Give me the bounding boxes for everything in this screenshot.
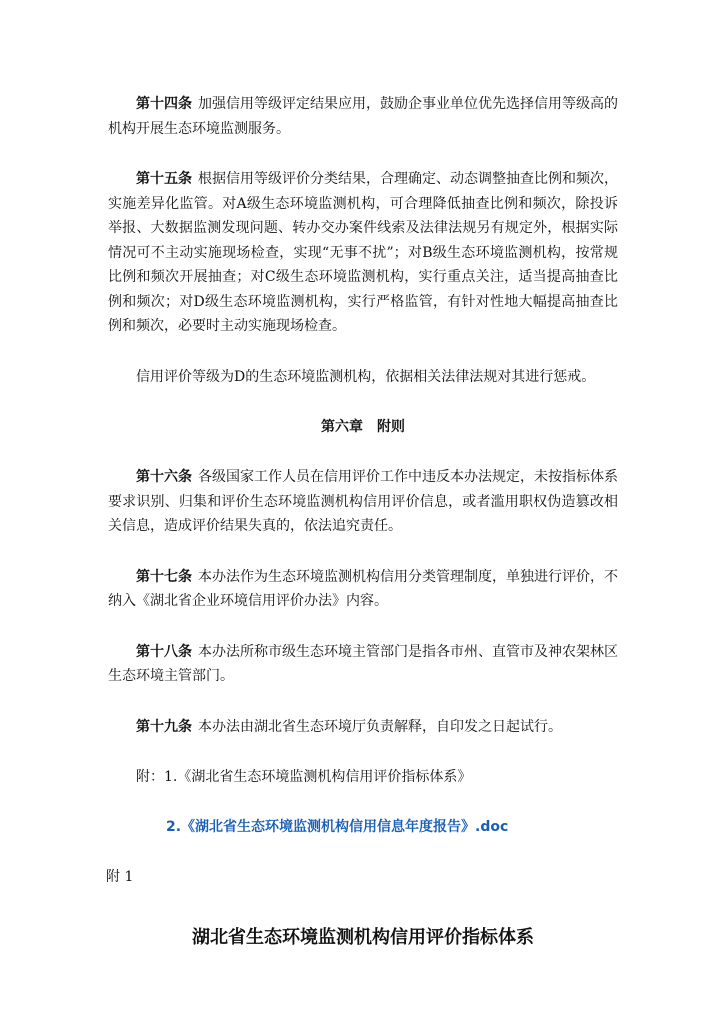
document-body bbox=[108, 92, 618, 949]
appendix-label: 附 1 bbox=[106, 869, 134, 885]
article-heading: 第十九条 bbox=[136, 718, 192, 735]
attachment-1: 附：1.《湖北省生态环境监测机构信用评价指标体系》 bbox=[136, 769, 472, 785]
article-text: 本办法作为生态环境监测机构信用分类管理制度，单独进行评价，不纳入《湖北省企业环境信用评价办法》内容。 bbox=[108, 568, 618, 609]
article-text: 加强信用等级评定结果应用，鼓励企事业单位优先选择信用等级高的机构开展生态环境监测服务。 bbox=[108, 96, 618, 137]
article-text: 各级国家工作人员在信用评价工作中违反本办法规定，未按指标体系要求识别、归集和评价生态环境监测机构信用评价信息，或者滥用职权伪造篡改相关信息，造成评价结果失真的，依法追究责任。 bbox=[108, 469, 618, 534]
attachment-2-link[interactable]: 2.《湖北省生态环境监测机构信用信息年度报告》.doc bbox=[166, 819, 509, 835]
article-text: 本办法所称市级生态环境主管部门是指各市州、直管市及神农架林区生态环境主管部门。 bbox=[108, 643, 618, 684]
article-heading: 第十七条 bbox=[136, 568, 192, 585]
article-heading: 第十五条 bbox=[136, 171, 192, 187]
article-14 bbox=[108, 92, 618, 141]
article-19 bbox=[108, 715, 618, 740]
article-heading: 第十六条 bbox=[136, 469, 192, 485]
attachment-2 bbox=[108, 815, 618, 839]
article-text: 根据信用等级评价分类结果，合理确定、动态调整抽查比例和频次，实施差异化监管。对A级生态环境监测机构，可合理降低抽查比例和频次，除投诉举报、大数据监测发现问题、转办交办案件线索及法律法规另有规定外，根据实际情况可不主动实施现场检查，实现“无事不扰”；对B级生态环境监测机构，按常规比例和频次开展抽查；对C级生态环境监测机构，实行重点关注，适当提高抽查比例和频次；对D级生态环境监测机构，实行严格监管，有针对性地大幅提高抽查比例和频次，必要时主动实施现场检查。 bbox=[108, 171, 618, 334]
article-heading: 第十八条 bbox=[136, 643, 192, 660]
article-18 bbox=[108, 640, 618, 689]
article-heading: 第十四条 bbox=[136, 96, 192, 112]
chapter-title: 第六章 附则 bbox=[321, 419, 405, 435]
article-text: 本办法由湖北省生态环境厅负责解释，自印发之日起试行。 bbox=[198, 718, 562, 735]
article-17 bbox=[108, 565, 618, 614]
d-level-paragraph: 信用评价等级为D的生态环境监测机构，依据相关法律法规对其进行惩戒。 bbox=[136, 368, 596, 385]
article-15 bbox=[108, 167, 618, 339]
article-16 bbox=[108, 465, 618, 539]
appendix-title: 湖北省生态环境监测机构信用评价指标体系 bbox=[192, 927, 534, 948]
